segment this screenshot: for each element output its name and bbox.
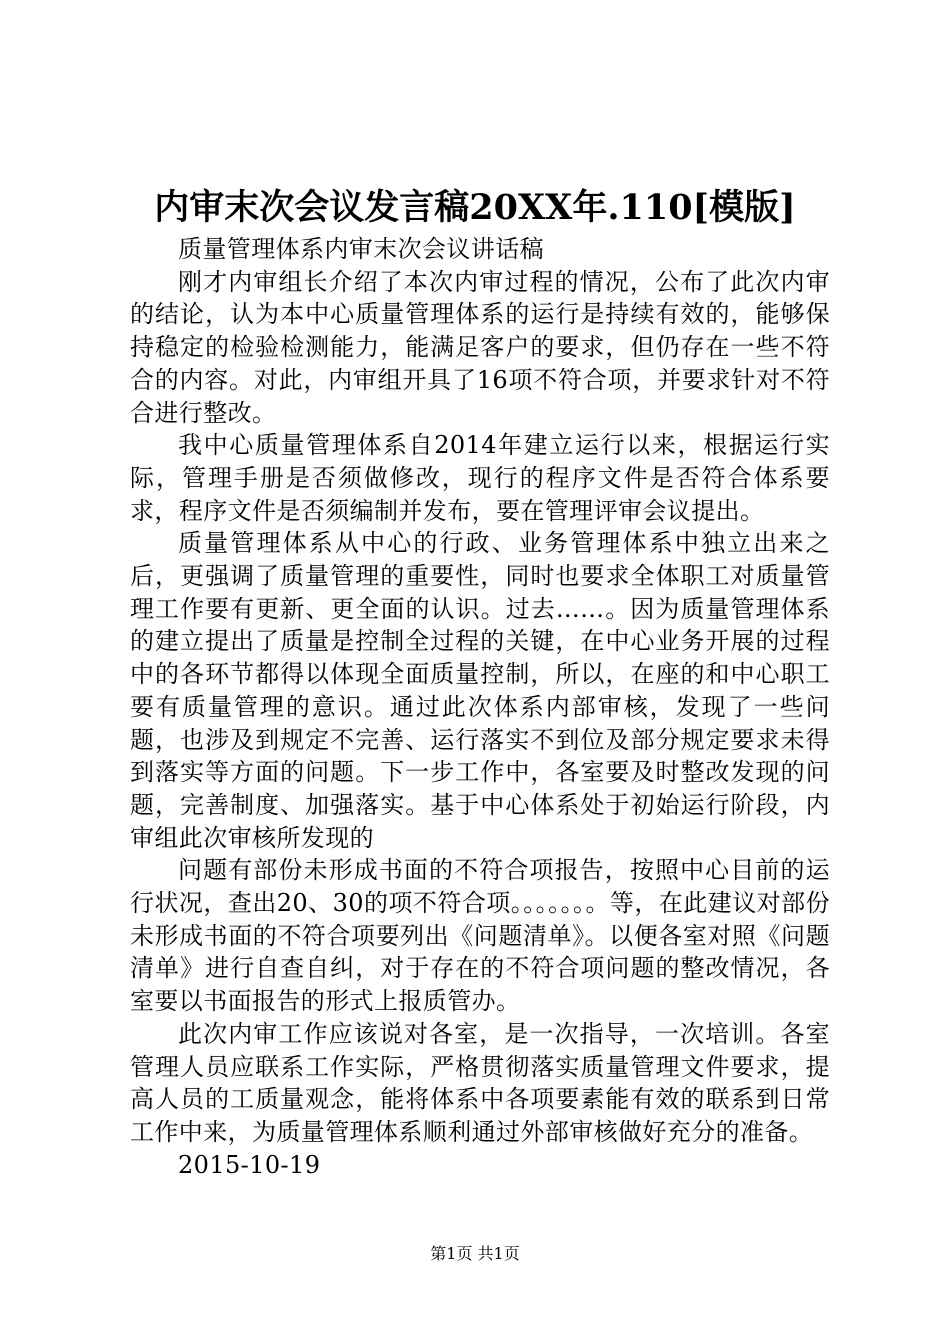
paragraph: 质量管理体系从中心的行政、业务管理体系中独立出来之后，更强调了质量管理的重要性，同时也要求全体职工对质量管理工作要有更新、更全面的认识。过去……。因为质量管理体系的建立提出了质量是控制全过程的关键，在中心业务开展的过程中的各环节都得以体现全面质量控制，所以，在座的和中心职工要有质量管理的意识。通过此次体系内部审核，发现了一些问题，也涉及到规定不完善、运行落实不到位及部分规定要求未得到落实等方面的问题。下一步工作中，各室要及时整改发现的问题，完善制度、加强落实。基于中心体系处于初始运行阶段，内审组此次审核所发现的 xyxy=(130,529,830,852)
paragraph: 刚才内审组长介绍了本次内审过程的情况，公布了此次内审的结论，认为本中心质量管理体系的运行是持续有效的，能够保持稳定的检验检测能力，能满足客户的要求，但仍存在一些不符合的内容。对此，内审组开具了16项不符合项，并要求针对不符合进行整改。 xyxy=(130,267,830,427)
paragraph: 此次内审工作应该说对各室，是一次指导，一次培训。各室管理人员应联系工作实际，严格贯彻落实质量管理文件要求，提高人员的工质量观念，能将体系中各项要素能有效的联系到日常工作中来，为质量管理体系顺利通过外部审核做好充分的准备。 xyxy=(130,1019,830,1146)
document-body xyxy=(130,233,830,1181)
document-date: 2015-10-19 xyxy=(178,1150,321,1179)
paragraph: 我中心质量管理体系自2014年建立运行以来，根据运行实际，管理手册是否须做修改，现行的程序文件是否符合体系要求，程序文件是否须编制并发布，要在管理评审会议提出。 xyxy=(130,431,830,525)
paragraph: 问题有部份未形成书面的不符合项报告，按照中心目前的运行状况，查出20、30的项不符合项。。。。。。。等，在此建议对部份未形成书面的不符合项要列出《问题清单》。以便各室对照《问题清单》进行自查自纠，对于存在的不符合项问题的整改情况，各室要以书面报告的形式上报质管办。 xyxy=(130,856,830,1016)
document-subtitle: 质量管理体系内审末次会议讲话稿 xyxy=(178,235,544,263)
page-number-footer: 第1页 共1页 xyxy=(430,1244,520,1263)
document-title: 内审末次会议发言稿20XX年.110[模版] xyxy=(154,187,796,228)
